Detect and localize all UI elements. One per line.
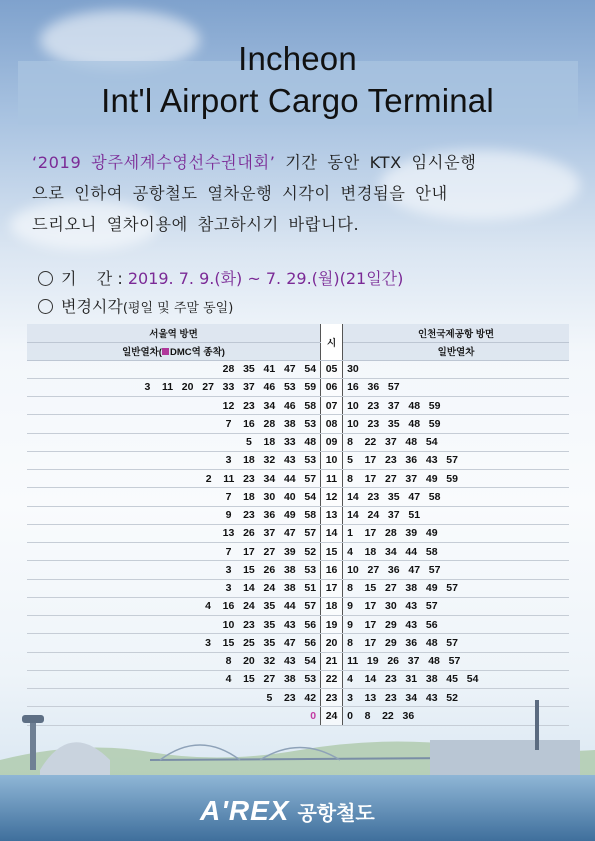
timetable xyxy=(27,324,569,726)
airport-departures: 14 23 35 47 58 xyxy=(343,488,569,506)
hour-cell: 24 xyxy=(321,707,343,725)
hour-cell: 11 xyxy=(321,470,343,488)
seoul-departures: 3 11 20 27 33 37 46 53 59 xyxy=(27,378,321,396)
seoul-departures: 4 16 24 35 44 57 xyxy=(27,597,321,615)
table-row xyxy=(27,506,569,524)
hour-cell: 23 xyxy=(321,689,343,707)
hour-cell: 14 xyxy=(321,524,343,542)
table-row xyxy=(27,488,569,506)
airport-departures: 10 23 37 48 59 xyxy=(343,397,569,415)
hour-cell: 10 xyxy=(321,451,343,469)
airport-departures: 30 xyxy=(343,360,569,378)
table-row xyxy=(27,652,569,670)
hour-cell: 17 xyxy=(321,579,343,597)
dmc-marker-icon xyxy=(162,348,169,355)
table-row xyxy=(27,470,569,488)
airport-departures: 5 17 23 36 43 57 xyxy=(343,451,569,469)
left-subheader xyxy=(27,342,321,360)
notice-line-1: 기간 동안 KTX 임시운행 xyxy=(275,153,477,172)
hour-cell: 09 xyxy=(321,433,343,451)
seoul-departures: 0 xyxy=(27,707,321,725)
hour-cell: 07 xyxy=(321,397,343,415)
seoul-departures: 8 20 32 43 54 xyxy=(27,652,321,670)
hour-cell: 15 xyxy=(321,543,343,561)
hour-cell: 08 xyxy=(321,415,343,433)
left-subheader-text: 일반열차( xyxy=(122,347,162,358)
seoul-departures: 2 11 23 34 44 57 xyxy=(27,470,321,488)
hour-cell: 12 xyxy=(321,488,343,506)
hour-cell: 19 xyxy=(321,616,343,634)
seoul-departures: 3 15 25 35 47 56 xyxy=(27,634,321,652)
period-row xyxy=(38,266,403,289)
circle-bullet-icon xyxy=(38,299,53,314)
table-row xyxy=(27,360,569,378)
change-label: 변경시각 xyxy=(61,297,123,316)
seoul-departures: 4 15 27 38 53 xyxy=(27,670,321,688)
table-row xyxy=(27,634,569,652)
seoul-departures: 12 23 34 46 58 xyxy=(27,397,321,415)
table-row xyxy=(27,415,569,433)
right-direction-header: 인천국제공항 방면 xyxy=(343,324,569,342)
period-value: 2019. 7. 9.(화) ~ 7. 29.(월)(21일간) xyxy=(127,269,404,288)
airport-departures: 16 36 57 xyxy=(343,378,569,396)
airport-departures: 8 22 37 48 54 xyxy=(343,433,569,451)
airport-departures: 9 17 30 43 57 xyxy=(343,597,569,615)
seoul-departures: 3 18 32 43 53 xyxy=(27,451,321,469)
table-row xyxy=(27,597,569,615)
hour-cell: 18 xyxy=(321,597,343,615)
hour-cell: 13 xyxy=(321,506,343,524)
seoul-departures: 10 23 35 43 56 xyxy=(27,616,321,634)
hour-cell: 06 xyxy=(321,378,343,396)
arex-brand: A'REX xyxy=(200,795,290,826)
table-row xyxy=(27,616,569,634)
table-row xyxy=(27,561,569,579)
left-direction-header: 서울역 방면 xyxy=(27,324,321,342)
airport-departures: 4 18 34 44 58 xyxy=(343,543,569,561)
airport-departures: 1 17 28 39 49 xyxy=(343,524,569,542)
title-line-1: Incheon xyxy=(238,40,357,77)
airport-departures: 4 14 23 31 38 45 54 xyxy=(343,670,569,688)
change-sub: (평일 및 주말 동일) xyxy=(122,301,234,316)
seoul-departures: 3 15 26 38 53 xyxy=(27,561,321,579)
airport-departures: 0 8 22 36 xyxy=(343,707,569,725)
airport-departures: 8 15 27 38 49 57 xyxy=(343,579,569,597)
seoul-departures: 13 26 37 47 57 xyxy=(27,524,321,542)
seoul-departures: 7 16 28 38 53 xyxy=(27,415,321,433)
seoul-departures: 28 35 41 47 54 xyxy=(27,360,321,378)
table-row xyxy=(27,670,569,688)
airport-departures: 9 17 29 43 56 xyxy=(343,616,569,634)
airport-departures: 8 17 27 37 49 59 xyxy=(343,470,569,488)
circle-bullet-icon xyxy=(38,271,53,286)
hour-cell: 22 xyxy=(321,670,343,688)
period-label: 기 간 : xyxy=(61,269,123,288)
change-row xyxy=(38,294,233,317)
title-line-2: Int'l Airport Cargo Terminal xyxy=(101,82,494,119)
hour-cell: 21 xyxy=(321,652,343,670)
arex-logo xyxy=(200,791,375,831)
seoul-departures: 7 17 27 39 52 xyxy=(27,543,321,561)
table-row xyxy=(27,397,569,415)
dmc-note: DMC역 종착) xyxy=(169,347,225,358)
hour-header: 시 xyxy=(321,324,343,360)
seoul-departures: 9 23 36 49 58 xyxy=(27,506,321,524)
hour-cell: 20 xyxy=(321,634,343,652)
timetable-body xyxy=(27,360,569,725)
table-row xyxy=(27,579,569,597)
right-subheader: 일반열차 xyxy=(343,342,569,360)
seoul-departures: 5 23 42 xyxy=(27,689,321,707)
airport-departures: 10 27 36 47 57 xyxy=(343,561,569,579)
table-row xyxy=(27,543,569,561)
hour-cell: 05 xyxy=(321,360,343,378)
notice-text xyxy=(32,147,572,240)
seoul-departures: 7 18 30 40 54 xyxy=(27,488,321,506)
hour-cell: 16 xyxy=(321,561,343,579)
airport-departures: 8 17 29 36 48 57 xyxy=(343,634,569,652)
table-row xyxy=(27,451,569,469)
table-row xyxy=(27,524,569,542)
airport-departures: 11 19 26 37 48 57 xyxy=(343,652,569,670)
event-name: ‘2019 광주세계수영선수권대회’ xyxy=(32,153,276,172)
seoul-departures: 5 18 33 48 xyxy=(27,433,321,451)
airport-departures: 10 23 35 48 59 xyxy=(343,415,569,433)
notice-line-2: 으로 인하여 공항철도 열차운행 시각이 변경됨을 안내 xyxy=(32,184,448,203)
arex-korean-name: 공항철도 xyxy=(297,800,375,825)
airport-departures: 3 13 23 34 43 52 xyxy=(343,689,569,707)
notice-line-3: 드리오니 열차이용에 참고하시기 바랍니다. xyxy=(32,215,360,234)
table-row xyxy=(27,378,569,396)
airport-departures: 14 24 37 51 xyxy=(343,506,569,524)
table-row xyxy=(27,433,569,451)
seoul-departures: 3 14 24 38 51 xyxy=(27,579,321,597)
